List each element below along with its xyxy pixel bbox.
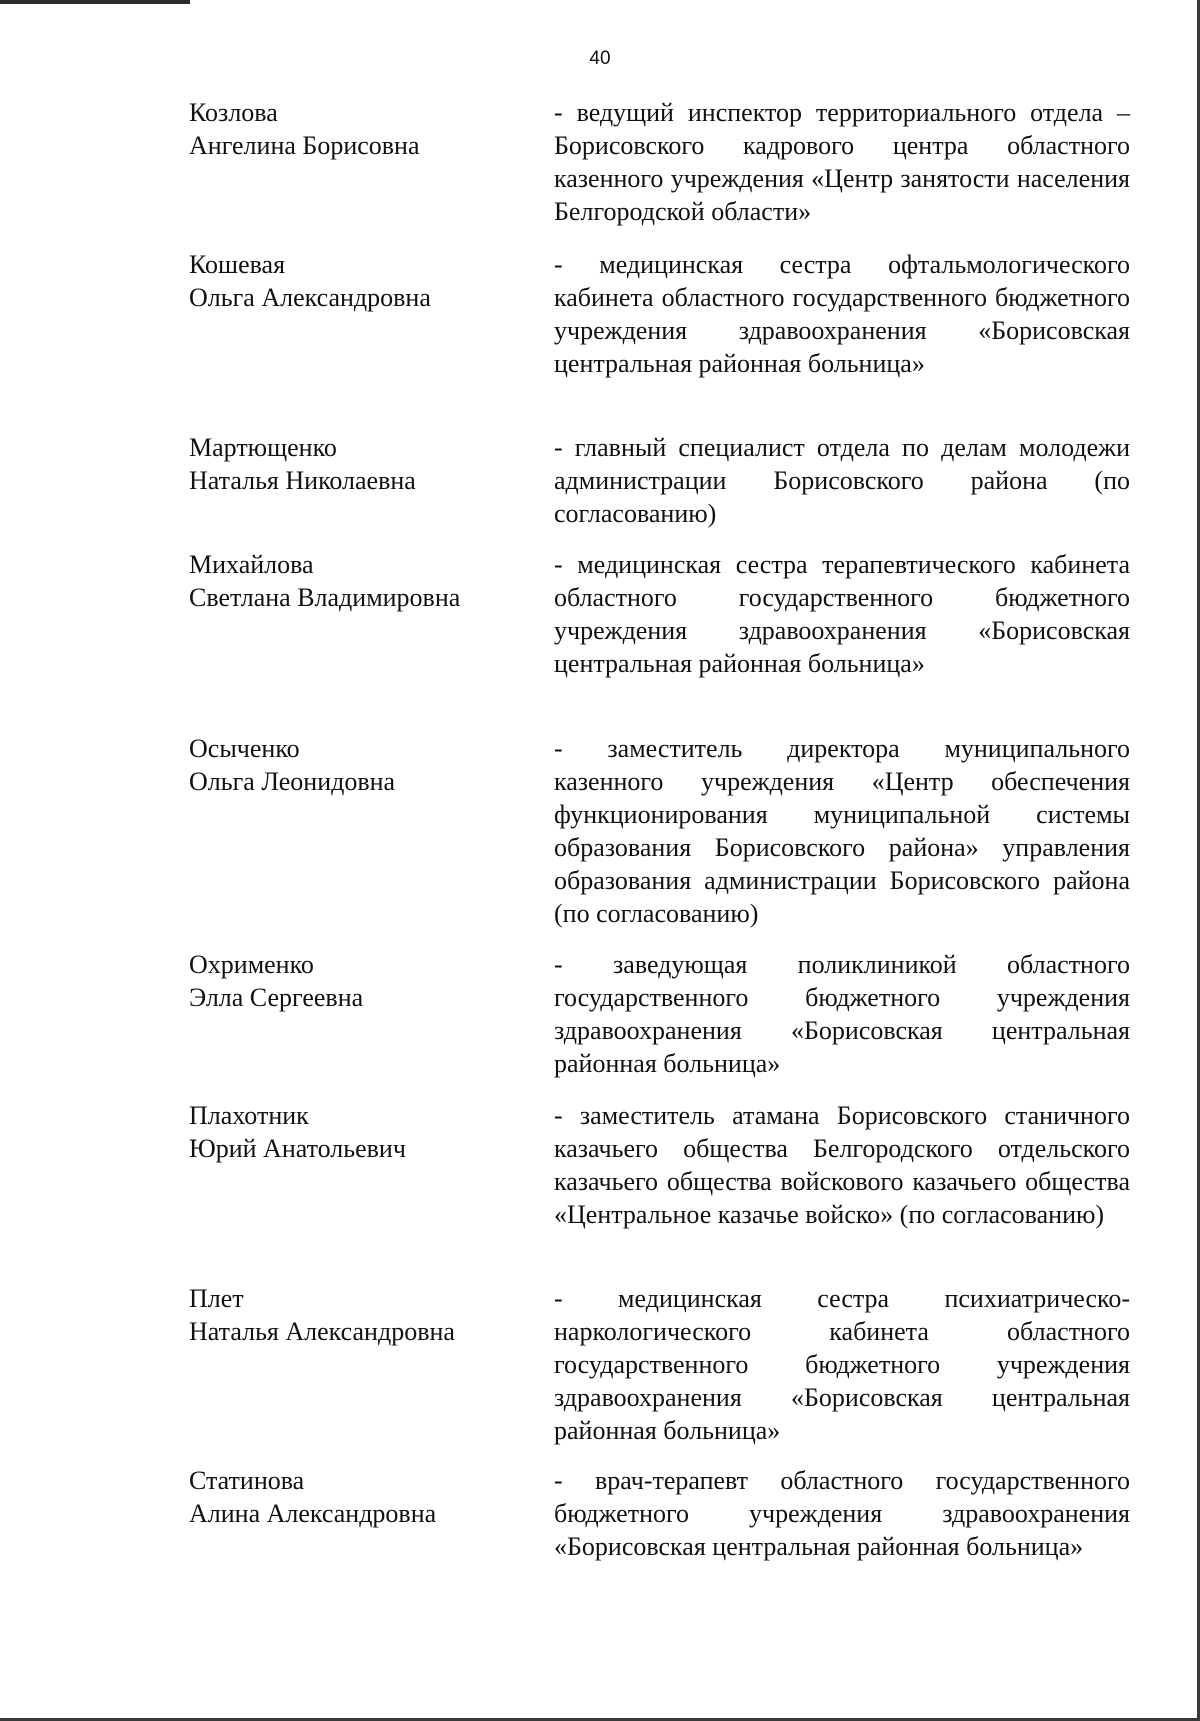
member-name <box>189 1282 529 1348</box>
member-surname: Кошевая <box>189 250 286 279</box>
page-number: 40 <box>589 48 611 69</box>
member-position: - медицинская сестра офтальмологического кабинета областного государственного бюджетного учреждения здравоохранения «Борисовская центральная районная больница» <box>554 250 1130 378</box>
member-surname: Статинова <box>189 1466 305 1495</box>
member-position: - ведущий инспектор территориального отдела – Борисовского кадрового центра областного казенного учреждения «Центр занятости населения Белгородской области» <box>554 98 1130 226</box>
member-name <box>189 1464 529 1530</box>
member-surname: Козлова <box>189 98 278 127</box>
member-surname: Мартющенко <box>189 433 337 462</box>
member-name <box>189 248 529 314</box>
member-given-names: Элла Сергеевна <box>189 983 364 1012</box>
member-given-names: Ангелина Борисовна <box>189 131 420 160</box>
member-name <box>189 431 529 497</box>
member-position: - врач-терапевт областного государственного бюджетного учреждения здравоохранения «Борисовская центральная районная больница» <box>554 1466 1130 1561</box>
member-position: - заведующая поликлиникой областного государственного бюджетного учреждения здравоохранения «Борисовская центральная районная больница» <box>554 950 1130 1078</box>
member-surname: Охрименко <box>189 950 314 979</box>
member-surname: Плет <box>189 1284 244 1313</box>
member-given-names: Светлана Владимировна <box>189 583 461 612</box>
member-given-names: Наталья Николаевна <box>189 466 416 495</box>
member-position: - заместитель директора муниципального казенного учреждения «Центр обеспечения функционирования муниципальной системы образования Борисовского района» управления образования администрации Борисовского района (по согласованию) <box>554 734 1130 928</box>
member-name <box>189 96 529 162</box>
member-position: - заместитель атамана Борисовского станичного казачьего общества Белгородского отдельского казачьего общества войскового казачьего общества «Центральное казачье войско» (по согласованию) <box>554 1101 1130 1229</box>
member-position: - медицинская сестра терапевтического кабинета областного государственного бюджетного учреждения здравоохранения «Борисовская центральная районная больница» <box>554 550 1130 678</box>
member-given-names: Юрий Анатольевич <box>189 1134 406 1163</box>
scan-edge-top <box>0 0 190 4</box>
member-surname: Плахотник <box>189 1101 309 1130</box>
member-name <box>189 732 529 798</box>
member-given-names: Наталья Александровна <box>189 1317 455 1346</box>
member-name <box>189 948 529 1014</box>
member-surname: Осыченко <box>189 734 300 763</box>
member-name <box>189 1099 529 1165</box>
member-given-names: Ольга Леонидовна <box>189 767 396 796</box>
member-given-names: Ольга Александровна <box>189 283 431 312</box>
member-name <box>189 548 529 614</box>
member-position: - главный специалист отдела по делам молодежи администрации Борисовского района (по согласованию) <box>554 433 1130 528</box>
member-surname: Михайлова <box>189 550 314 579</box>
member-position: - медицинская сестра психиатрическо-наркологического кабинета областного государственного бюджетного учреждения здравоохранения «Борисовская центральная районная больница» <box>554 1284 1130 1445</box>
member-given-names: Алина Александровна <box>189 1499 437 1528</box>
